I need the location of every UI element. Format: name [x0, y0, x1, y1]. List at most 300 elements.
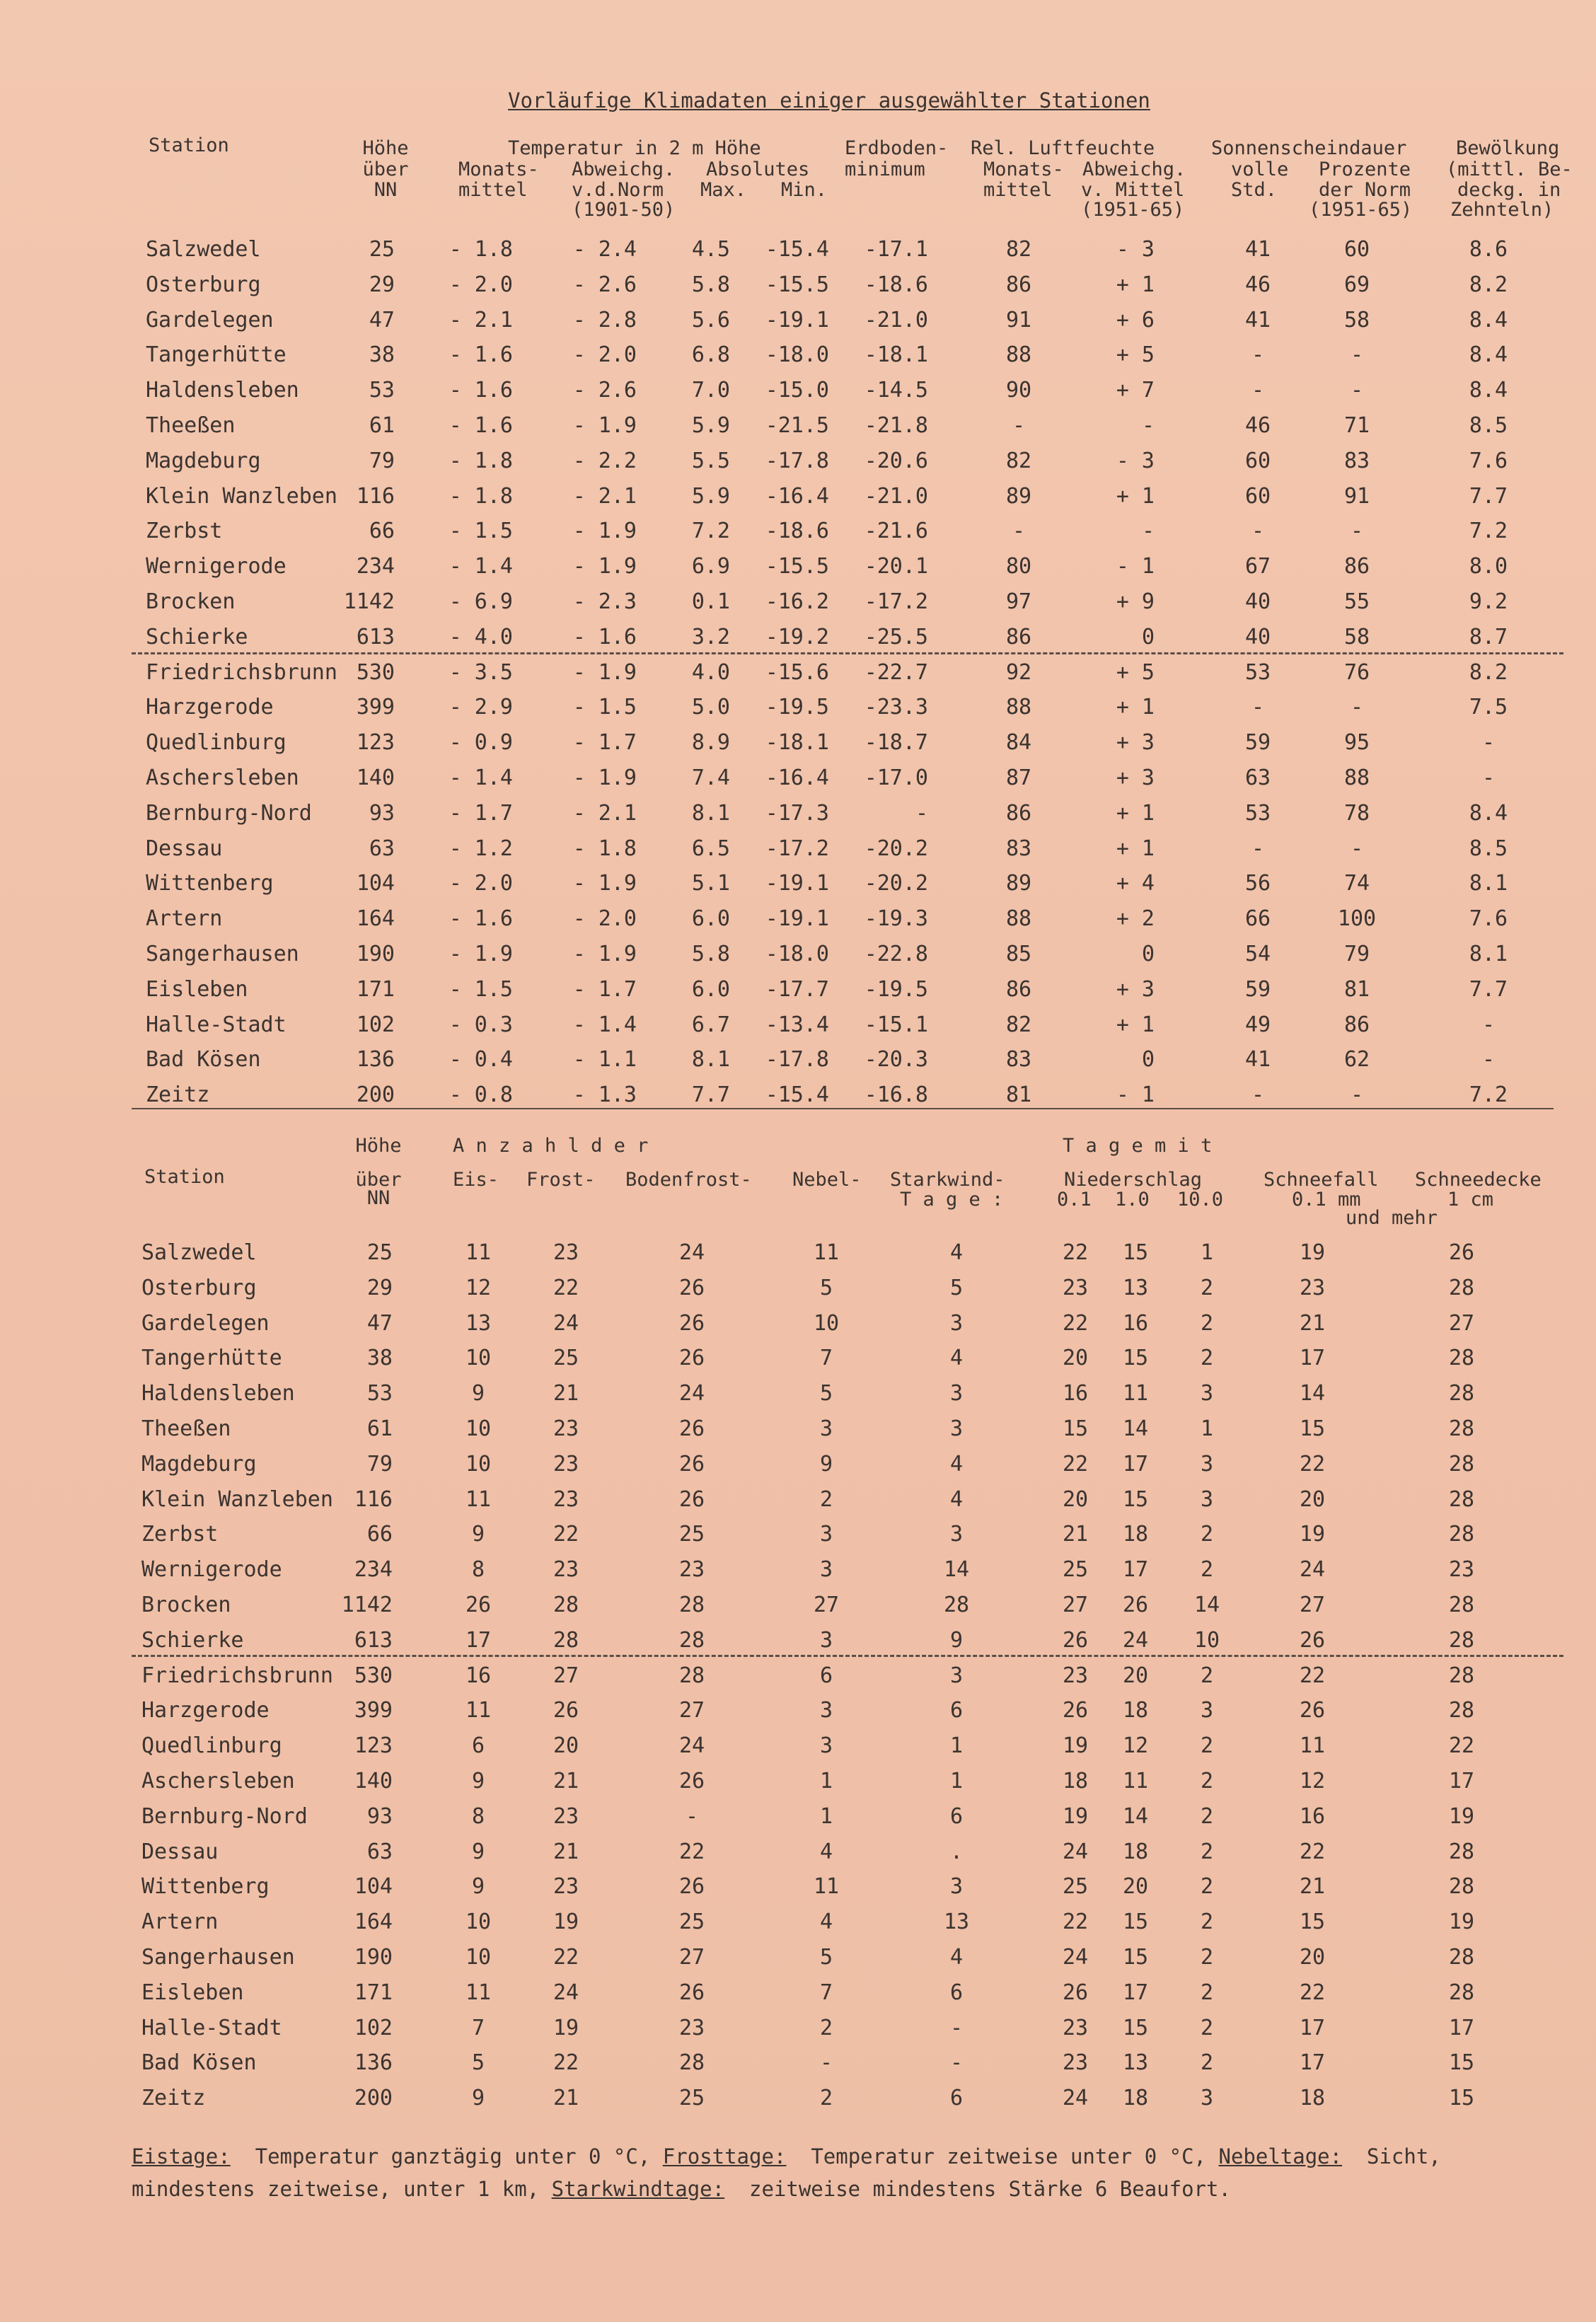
table2-cell-r17-c3: 21 [553, 1839, 579, 1864]
table2-cell-r10-c8: 26 [1122, 1593, 1149, 1617]
table1-cell-r9-c9: 67 [1244, 554, 1271, 579]
t2-header-frost: Frost- [526, 1169, 596, 1191]
table2-cell-r14-c2: 6 [471, 1733, 485, 1759]
t1-header-sonne-std-2: Std. [1231, 179, 1278, 201]
table2-cell-r6-c3: 23 [553, 1451, 579, 1477]
table1-cell-r21-c0: Eisleben [146, 976, 248, 1002]
table2-cell-r12-c5: 6 [819, 1663, 833, 1688]
table1-cell-r5-c5: -21.5 [765, 413, 829, 438]
table1-cell-r2-c11: 8.4 [1469, 307, 1508, 333]
table2-cell-r5-c6: 3 [949, 1416, 964, 1441]
table1-cell-r0-c3: - 2.4 [572, 237, 637, 262]
table2-cell-r4-c3: 21 [553, 1381, 579, 1407]
table1-cell-r15-c2: - 1.4 [449, 766, 513, 790]
table2-cell-r16-c11: 19 [1448, 1803, 1475, 1829]
table1-cell-r9-c10: 86 [1343, 554, 1370, 579]
table2-cell-r18-c1: 104 [354, 1874, 393, 1900]
table2-cell-r5-c4: 26 [678, 1416, 705, 1441]
table2-cell-r0-c11: 26 [1448, 1240, 1475, 1265]
table2-cell-r4-c0: Haldensleben [141, 1381, 295, 1407]
table1-cell-r15-c0: Aschersleben [146, 766, 299, 790]
table2-cell-r2-c7: 22 [1062, 1310, 1089, 1336]
table2-cell-r8-c1: 66 [366, 1522, 393, 1547]
table1-cell-r20-c8: 0 [1141, 942, 1155, 966]
table2-cell-r23-c1: 136 [354, 2050, 393, 2076]
table1-cell-r7-c5: -16.4 [765, 483, 829, 509]
footnote-eistage-text: Temperatur ganztägig unter 0 °C, [255, 2144, 651, 2168]
table2-cell-r18-c6: 3 [949, 1874, 964, 1900]
table1-cell-r11-c10: 58 [1343, 624, 1370, 649]
table2-cell-r0-c2: 11 [465, 1240, 492, 1265]
table1-cell-r14-c11: - [1481, 730, 1496, 756]
table2-cell-r2-c3: 24 [553, 1310, 579, 1336]
table1-cell-r9-c8: - 1 [1116, 554, 1155, 579]
table1-cell-r7-c9: 60 [1244, 483, 1271, 509]
table2-cell-r20-c9: 2 [1200, 1945, 1214, 1970]
table1-cell-r8-c3: - 1.9 [572, 519, 637, 544]
t2-header-starkwind: Starkwind- [890, 1169, 1005, 1191]
table1-cell-r3-c4: 6.8 [691, 342, 730, 368]
table2-cell-r17-c5: 4 [819, 1839, 833, 1864]
table2-cell-r20-c11: 28 [1448, 1945, 1475, 1970]
table1-cell-r18-c11: 8.1 [1469, 871, 1508, 896]
table2-cell-r4-c4: 24 [678, 1381, 705, 1407]
table2-cell-r1-c6: 5 [949, 1275, 964, 1300]
table1-cell-r22-c2: - 0.3 [449, 1012, 513, 1037]
footnote-line-1 [132, 2144, 1441, 2168]
table2-cell-r13-c6: 6 [949, 1698, 964, 1723]
table1-cell-r6-c6: -20.6 [864, 448, 928, 473]
table1-cell-r21-c8: + 3 [1116, 976, 1155, 1002]
table1-cell-r18-c4: 5.1 [691, 871, 730, 896]
table2-cell-r10-c0: Brocken [141, 1593, 231, 1617]
table1-cell-r16-c3: - 2.1 [572, 800, 637, 826]
table1-cell-r3-c2: - 1.6 [449, 342, 513, 368]
table2-cell-r23-c7: 23 [1062, 2050, 1089, 2076]
table2-cell-r1-c3: 22 [553, 1275, 579, 1300]
table1-cell-r3-c9: - [1251, 342, 1265, 368]
table1-cell-r17-c1: 63 [369, 836, 395, 861]
table1-cell-r8-c9: - [1251, 519, 1265, 544]
table1-cell-r14-c4: 8.9 [691, 730, 730, 756]
table2-cell-r10-c1: 1142 [341, 1593, 393, 1617]
table1-cell-r18-c10: 74 [1343, 871, 1370, 896]
table2-cell-r6-c1: 79 [366, 1451, 393, 1477]
table1-cell-r4-c7: 90 [1005, 378, 1032, 403]
table2-cell-r6-c6: 4 [949, 1451, 964, 1477]
table2-cell-r24-c4: 25 [678, 2086, 705, 2111]
table2-cell-r15-c4: 26 [678, 1769, 705, 1794]
table1-cell-r12-c3: - 1.9 [572, 659, 637, 685]
table2-cell-r23-c8: 13 [1122, 2050, 1149, 2076]
table1-cell-r0-c8: - 3 [1116, 237, 1155, 262]
table2-cell-r17-c0: Dessau [141, 1839, 219, 1864]
table2-cell-r12-c7: 23 [1062, 1663, 1089, 1688]
table1-cell-r17-c4: 6.5 [691, 836, 730, 861]
table2-cell-r19-c5: 4 [819, 1910, 833, 1935]
table1-cell-r14-c10: 95 [1343, 730, 1370, 756]
table1-cell-r23-c0: Bad Kösen [146, 1047, 261, 1073]
table1-cell-r24-c2: - 0.8 [449, 1082, 513, 1108]
table1-cell-r18-c3: - 1.9 [572, 871, 637, 896]
table1-cell-r0-c9: 41 [1244, 237, 1271, 262]
table2-cell-r16-c4: - [685, 1803, 699, 1829]
table2-cell-r2-c0: Gardelegen [141, 1310, 270, 1336]
table1-cell-r10-c2: - 6.9 [449, 589, 513, 614]
table2-cell-r15-c2: 9 [471, 1769, 485, 1794]
table1-cell-r4-c0: Haldensleben [146, 378, 299, 403]
table1-cell-r7-c2: - 1.8 [449, 483, 513, 509]
table2-cell-r3-c6: 4 [949, 1346, 964, 1371]
table1-cell-r17-c0: Dessau [146, 836, 223, 861]
table1-cell-r17-c7: 83 [1005, 836, 1032, 861]
table1-cell-r1-c4: 5.8 [691, 272, 730, 297]
table2-cell-r6-c7: 22 [1062, 1451, 1089, 1477]
table2-cell-r21-c11: 28 [1448, 1980, 1475, 2005]
table1-cell-r18-c8: + 4 [1116, 871, 1155, 896]
table2-cell-r18-c9: 2 [1200, 1874, 1214, 1900]
table2-cell-r1-c5: 5 [819, 1275, 833, 1300]
footnote-frosttage-label: Frosttage: [662, 2144, 787, 2168]
table1-cell-r9-c7: 80 [1005, 554, 1032, 579]
table2-cell-r23-c0: Bad Kösen [141, 2050, 257, 2076]
table2-cell-r11-c8: 24 [1122, 1627, 1149, 1653]
table1-cell-r15-c6: -17.0 [864, 766, 928, 790]
table2-cell-r11-c7: 26 [1062, 1627, 1089, 1653]
table2-cell-r13-c10: 26 [1299, 1698, 1326, 1723]
table1-cell-r21-c6: -19.5 [864, 976, 928, 1002]
table2-cell-r23-c5: - [819, 2050, 833, 2076]
table1-cell-r1-c0: Osterburg [146, 272, 261, 297]
table1-cell-r23-c7: 83 [1005, 1047, 1032, 1073]
table2-cell-r1-c1: 29 [366, 1275, 393, 1300]
table2-cell-r9-c5: 3 [819, 1557, 833, 1583]
table2-cell-r22-c8: 15 [1122, 2015, 1149, 2040]
table2-cell-r23-c3: 22 [553, 2050, 579, 2076]
table2-cell-r7-c6: 4 [949, 1486, 964, 1512]
t2-header-n01: 0.1 [1057, 1189, 1092, 1211]
table1-cell-r9-c2: - 1.4 [449, 554, 513, 579]
table2-cell-r21-c8: 17 [1122, 1980, 1149, 2005]
table1-cell-r2-c1: 47 [369, 307, 395, 333]
table2-cell-r11-c10: 26 [1299, 1627, 1326, 1653]
table2-cell-r0-c4: 24 [678, 1240, 705, 1265]
table1-cell-r12-c10: 76 [1343, 659, 1370, 685]
table2-cell-r3-c10: 17 [1299, 1346, 1326, 1371]
table1-cell-r8-c2: - 1.5 [449, 519, 513, 544]
table2-cell-r22-c6: - [949, 2015, 964, 2040]
table2-cell-r15-c1: 140 [354, 1769, 393, 1794]
table2-cell-r13-c1: 399 [354, 1698, 393, 1723]
table1-cell-r23-c4: 8.1 [691, 1047, 730, 1073]
table1-cell-r7-c4: 5.9 [691, 483, 730, 509]
table2-cell-r23-c9: 2 [1200, 2050, 1214, 2076]
table2-cell-r17-c11: 28 [1448, 1839, 1475, 1864]
table1-cell-r3-c7: 88 [1005, 342, 1032, 368]
table2-cell-r6-c9: 3 [1200, 1451, 1214, 1477]
table2-cell-r2-c2: 13 [465, 1310, 492, 1336]
table2-cell-r4-c6: 3 [949, 1381, 964, 1407]
table1-cell-r11-c11: 8.7 [1469, 624, 1508, 649]
table2-cell-r16-c2: 8 [471, 1803, 485, 1829]
table1-cell-r24-c4: 7.7 [691, 1082, 730, 1108]
table1-cell-r20-c10: 79 [1343, 942, 1370, 966]
table2-cell-r0-c9: 1 [1200, 1240, 1214, 1265]
table1-cell-r3-c1: 38 [369, 342, 395, 368]
table1-cell-r2-c5: -19.1 [765, 307, 829, 333]
table2-cell-r18-c3: 23 [553, 1874, 579, 1900]
table1-cell-r19-c1: 164 [356, 906, 395, 932]
footnote-starkwind-label: Starkwindtage: [551, 2177, 725, 2201]
table1-cell-r7-c7: 89 [1005, 483, 1032, 509]
table2-cell-r13-c11: 28 [1448, 1698, 1475, 1723]
t2-header-station: Station [144, 1166, 225, 1188]
table1-cell-r19-c10: 100 [1337, 906, 1377, 932]
document-title: Vorläufige Klimadaten einiger ausgewählter Stationen [508, 88, 1150, 112]
table1-cell-r20-c2: - 1.9 [449, 942, 513, 966]
table2-cell-r8-c4: 25 [678, 1522, 705, 1547]
table1-cell-r11-c7: 86 [1005, 624, 1032, 649]
table1-cell-r1-c11: 8.2 [1469, 272, 1508, 297]
table1-cell-r15-c7: 87 [1005, 766, 1032, 790]
table1-cell-r9-c0: Wernigerode [146, 554, 287, 579]
table2-cell-r15-c10: 12 [1299, 1769, 1326, 1794]
table2-cell-r5-c7: 15 [1062, 1416, 1089, 1441]
table1-cell-r5-c7: - [1012, 413, 1026, 438]
table1-cell-r20-c5: -18.0 [765, 942, 829, 966]
table1-cell-r10-c1: 1142 [343, 589, 395, 614]
t1-header-max: Max. [700, 179, 747, 201]
table2-cell-r4-c8: 11 [1122, 1381, 1149, 1407]
table2-cell-r4-c7: 16 [1062, 1381, 1089, 1407]
t1-header-sonne-std-1: volle [1231, 158, 1289, 180]
table1-cell-r19-c2: - 1.6 [449, 906, 513, 932]
table2-cell-r15-c11: 17 [1448, 1769, 1475, 1794]
t2-header-nebel: Nebel- [792, 1169, 862, 1191]
table2-cell-r12-c1: 530 [354, 1663, 393, 1688]
table1-cell-r13-c1: 399 [356, 695, 395, 720]
table2-cell-r9-c6: 14 [943, 1557, 970, 1583]
table1-cell-r13-c6: -23.3 [864, 695, 928, 720]
t1-bottom-rule [132, 1108, 1554, 1109]
table2-cell-r22-c1: 102 [354, 2015, 393, 2040]
table2-cell-r4-c1: 53 [366, 1381, 393, 1407]
table1-cell-r8-c5: -18.6 [765, 519, 829, 544]
table1-cell-r19-c0: Artern [146, 906, 223, 932]
table1-cell-r20-c6: -22.8 [864, 942, 928, 966]
table2-cell-r4-c2: 9 [471, 1381, 485, 1407]
table1-cell-r12-c4: 4.0 [691, 659, 730, 685]
table2-cell-r8-c5: 3 [819, 1522, 833, 1547]
footnote-eistage-label: Eistage: [132, 2144, 231, 2168]
t1-header-abweichung-3: (1901-50) [572, 199, 676, 221]
table1-cell-r19-c7: 88 [1005, 906, 1032, 932]
t1-header-luft-mittel-2: mittel [983, 179, 1053, 201]
table1-cell-r10-c5: -16.2 [765, 589, 829, 614]
table2-cell-r22-c2: 7 [471, 2015, 485, 2040]
table2-cell-r1-c2: 12 [465, 1275, 492, 1300]
table2-cell-r3-c0: Tangerhütte [141, 1346, 282, 1371]
table1-cell-r24-c11: 7.2 [1469, 1082, 1508, 1108]
table2-cell-r10-c2: 26 [465, 1593, 492, 1617]
table2-cell-r16-c9: 2 [1200, 1803, 1214, 1829]
table1-cell-r17-c11: 8.5 [1469, 836, 1508, 861]
table2-cell-r20-c7: 24 [1062, 1945, 1089, 1970]
table2-cell-r21-c9: 2 [1200, 1980, 1214, 2005]
table1-cell-r24-c10: - [1350, 1082, 1364, 1108]
table1-cell-r4-c6: -14.5 [864, 378, 928, 403]
table1-cell-r4-c1: 53 [369, 378, 395, 403]
table1-cell-r20-c4: 5.8 [691, 942, 730, 966]
table1-cell-r11-c2: - 4.0 [449, 624, 513, 649]
table1-cell-r24-c7: 81 [1005, 1082, 1032, 1108]
table2-cell-r6-c5: 9 [819, 1451, 833, 1477]
table1-cell-r2-c4: 5.6 [691, 307, 730, 333]
table2-cell-r21-c1: 171 [354, 1980, 393, 2005]
table1-cell-r8-c1: 66 [369, 519, 395, 544]
table1-cell-r6-c2: - 1.8 [449, 448, 513, 473]
table1-cell-r7-c3: - 2.1 [572, 483, 637, 509]
table2-cell-r2-c5: 10 [813, 1310, 840, 1336]
table2-cell-r2-c11: 27 [1448, 1310, 1475, 1336]
table2-cell-r1-c7: 23 [1062, 1275, 1089, 1300]
table2-cell-r23-c10: 17 [1299, 2050, 1326, 2076]
table2-cell-r20-c6: 4 [949, 1945, 964, 1970]
table1-cell-r19-c5: -19.1 [765, 906, 829, 932]
table2-cell-r12-c6: 3 [949, 1663, 964, 1688]
table1-cell-r13-c9: - [1251, 695, 1265, 720]
table1-cell-r3-c11: 8.4 [1469, 342, 1508, 368]
table1-cell-r0-c0: Salzwedel [146, 237, 261, 262]
table1-cell-r13-c10: - [1350, 695, 1364, 720]
table2-cell-r19-c4: 25 [678, 1910, 705, 1935]
table2-cell-r13-c2: 11 [465, 1698, 492, 1723]
table1-cell-r10-c3: - 2.3 [572, 589, 637, 614]
table2-cell-r15-c9: 2 [1200, 1769, 1214, 1794]
table2-cell-r1-c8: 13 [1122, 1275, 1149, 1300]
table1-cell-r3-c10: - [1350, 342, 1364, 368]
t2-header-hoehe-2: über [355, 1169, 402, 1191]
table1-cell-r3-c5: -18.0 [765, 342, 829, 368]
table2-cell-r8-c8: 18 [1122, 1522, 1149, 1547]
table1-cell-r15-c4: 7.4 [691, 766, 730, 790]
t1-header-sonne-proz-1: Prozente [1319, 158, 1411, 180]
t1-header-bewoelkung-3: deckg. in [1457, 179, 1561, 201]
table1-cell-r16-c11: 8.4 [1469, 800, 1508, 826]
table2-cell-r13-c9: 3 [1200, 1698, 1214, 1723]
table2-cell-r16-c10: 16 [1299, 1803, 1326, 1829]
table1-cell-r21-c3: - 1.7 [572, 976, 637, 1002]
table1-cell-r24-c3: - 1.3 [572, 1082, 637, 1108]
table1-cell-r10-c0: Brocken [146, 589, 236, 614]
table1-cell-r18-c9: 56 [1244, 871, 1271, 896]
footnote-frosttage-text: Temperatur zeitweise unter 0 °C, [811, 2144, 1207, 2168]
table1-cell-r9-c1: 234 [356, 554, 395, 579]
table1-cell-r14-c8: + 3 [1116, 730, 1155, 756]
table1-cell-r13-c7: 88 [1005, 695, 1032, 720]
table2-cell-r14-c7: 19 [1062, 1733, 1089, 1759]
table1-cell-r17-c2: - 1.2 [449, 836, 513, 861]
table1-cell-r6-c11: 7.6 [1469, 448, 1508, 473]
table2-cell-r13-c0: Harzgerode [141, 1698, 270, 1723]
table1-cell-r8-c7: - [1012, 519, 1026, 544]
table2-cell-r24-c10: 18 [1299, 2086, 1326, 2111]
table1-cell-r6-c10: 83 [1343, 448, 1370, 473]
table1-cell-r1-c6: -18.6 [864, 272, 928, 297]
table1-cell-r16-c10: 78 [1343, 800, 1370, 826]
table2-cell-r9-c7: 25 [1062, 1557, 1089, 1583]
table1-cell-r11-c8: 0 [1141, 624, 1155, 649]
table2-cell-r14-c11: 22 [1448, 1733, 1475, 1759]
table2-cell-r21-c3: 24 [553, 1980, 579, 2005]
table2-cell-r3-c7: 20 [1062, 1346, 1089, 1371]
table1-cell-r10-c7: 97 [1005, 589, 1032, 614]
table2-cell-r4-c10: 14 [1299, 1381, 1326, 1407]
table1-cell-r1-c3: - 2.6 [572, 272, 637, 297]
table1-cell-r24-c8: - 1 [1116, 1082, 1155, 1108]
table1-cell-r9-c4: 6.9 [691, 554, 730, 579]
table1-cell-r21-c10: 81 [1343, 976, 1370, 1002]
table2-cell-r20-c8: 15 [1122, 1945, 1149, 1970]
t1-header-monatsmittel-2: mittel [458, 179, 528, 201]
table2-cell-r20-c0: Sangerhausen [141, 1945, 295, 1970]
table2-cell-r19-c11: 19 [1448, 1910, 1475, 1935]
table2-cell-r6-c8: 17 [1122, 1451, 1149, 1477]
table2-cell-r5-c9: 1 [1200, 1416, 1214, 1441]
table2-cell-r21-c5: 7 [819, 1980, 833, 2005]
table2-cell-r13-c3: 26 [553, 1698, 579, 1723]
t2-header-schneefall-2: 0.1 mm [1292, 1189, 1361, 1211]
table2-cell-r14-c0: Quedlinburg [141, 1733, 282, 1759]
t1-header-abweichung-2: v.d.Norm [572, 179, 664, 201]
footnote-nebeltage-text: Sicht, [1367, 2144, 1441, 2168]
table1-cell-r11-c0: Schierke [146, 624, 248, 649]
table1-cell-r0-c5: -15.4 [765, 237, 829, 262]
table2-cell-r17-c1: 63 [366, 1839, 393, 1864]
table2-cell-r24-c5: 2 [819, 2086, 833, 2111]
table2-cell-r3-c4: 26 [678, 1346, 705, 1371]
t2-header-n100: 10.0 [1177, 1189, 1224, 1211]
table1-cell-r16-c0: Bernburg-Nord [146, 800, 312, 826]
table2-cell-r23-c11: 15 [1448, 2050, 1475, 2076]
table2-cell-r1-c10: 23 [1299, 1275, 1326, 1300]
table2-cell-r1-c4: 26 [678, 1275, 705, 1300]
table1-cell-r8-c0: Zerbst [146, 519, 223, 544]
table2-cell-r8-c10: 19 [1299, 1522, 1326, 1547]
table2-cell-r18-c4: 26 [678, 1874, 705, 1900]
table1-cell-r24-c5: -15.4 [765, 1082, 829, 1108]
table2-cell-r5-c2: 10 [465, 1416, 492, 1441]
t1-header-monatsmittel-1: Monats- [458, 158, 539, 180]
table2-cell-r24-c2: 9 [471, 2086, 485, 2111]
table2-cell-r3-c2: 10 [465, 1346, 492, 1371]
table1-cell-r23-c11: - [1481, 1047, 1496, 1073]
table2-cell-r10-c10: 27 [1299, 1593, 1326, 1617]
table2-cell-r7-c8: 15 [1122, 1486, 1149, 1512]
t1-header-bewoelkung-1: Bewölkung [1456, 137, 1560, 159]
table1-cell-r24-c0: Zeitz [146, 1082, 210, 1108]
footnote-line-2 [132, 2179, 1231, 2200]
table1-cell-r5-c2: - 1.6 [449, 413, 513, 438]
table2-cell-r8-c3: 22 [553, 1522, 579, 1547]
table2-cell-r11-c9: 10 [1193, 1627, 1220, 1653]
table1-cell-r20-c0: Sangerhausen [146, 942, 299, 966]
table2-cell-r18-c8: 20 [1122, 1874, 1149, 1900]
table2-cell-r15-c8: 11 [1122, 1769, 1149, 1794]
table2-cell-r12-c9: 2 [1200, 1663, 1214, 1688]
table1-cell-r18-c7: 89 [1005, 871, 1032, 896]
t1-header-luft-mittel-1: Monats- [983, 158, 1064, 180]
